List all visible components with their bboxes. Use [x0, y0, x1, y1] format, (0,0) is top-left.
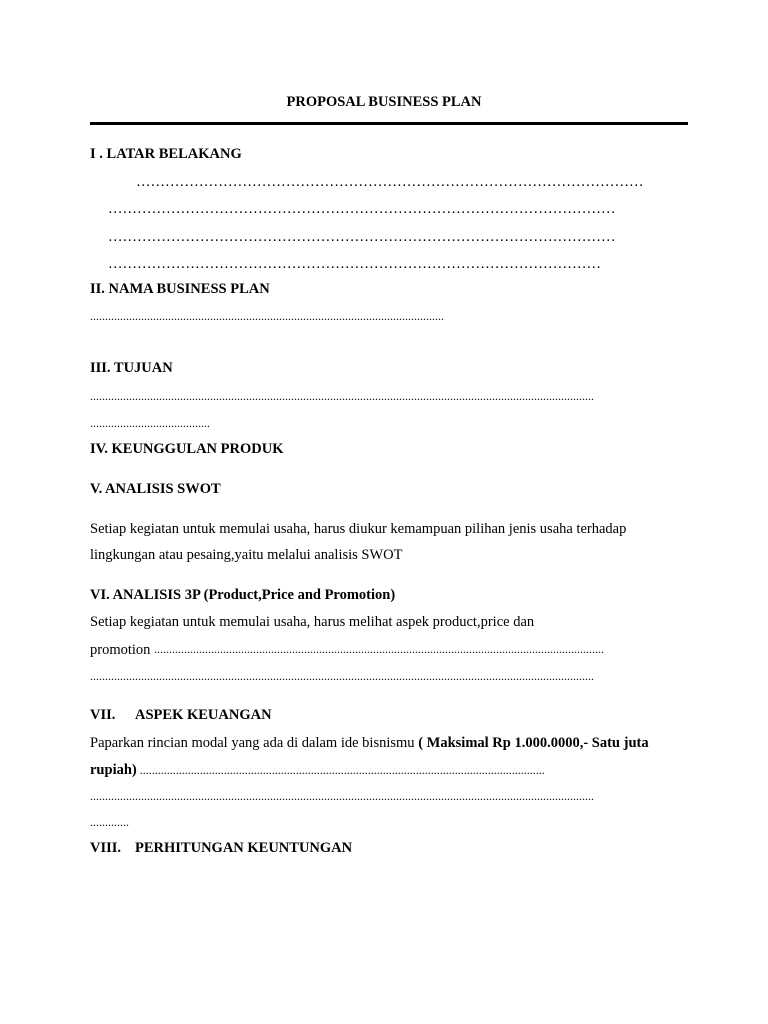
- body-text-bold: rupiah): [90, 762, 137, 778]
- section-heading-nama-business-plan: II. NAMA BUSINESS PLAN: [90, 281, 270, 297]
- dotted-line: ……………………………………………………………………………………………: [136, 174, 644, 190]
- section-heading-keunggulan-produk: IV. KEUNGGULAN PRODUK: [90, 441, 284, 457]
- body-text: Setiap kegiatan untuk memulai usaha, harus diukur kemampuan pilihan jenis usaha terhadap: [90, 521, 627, 537]
- dotted-line: ……………………………………………………………………………………………: [108, 201, 616, 217]
- dotted-line: .............: [90, 815, 129, 829]
- section-heading-analisis-swot: V. ANALISIS SWOT: [90, 481, 221, 497]
- section-heading-tujuan: III. TUJUAN: [90, 360, 173, 376]
- section-heading-text: PERHITUNGAN KEUNTUNGAN: [135, 840, 353, 856]
- dotted-line: ........................................................................................................................................................................: [90, 669, 594, 683]
- section-heading-latar-belakang: I . LATAR BELAKANG: [90, 146, 242, 162]
- body-text: promotion: [90, 642, 151, 658]
- dotted-line: …………………………………………………………………………………………: [108, 256, 601, 272]
- dotted-line: ........................................................................................................................................................................: [90, 789, 594, 803]
- section-number: VIII.: [90, 840, 122, 856]
- section-heading-analisis-3p: VI. ANALISIS 3P (Product,Price and Promotion): [90, 587, 396, 603]
- section-number: VII.: [90, 707, 116, 723]
- section-heading-text: ASPEK KEUANGAN: [135, 707, 272, 723]
- dotted-line: ........................................................................................................................................................................: [90, 389, 594, 403]
- body-text-line: [90, 735, 649, 752]
- dotted-line: ......................................................................................................................................................: [154, 642, 604, 656]
- title-divider: [90, 122, 688, 125]
- body-text-bold: ( Maksimal Rp 1.000.0000,- Satu juta: [418, 735, 649, 751]
- body-text-line: [90, 762, 678, 779]
- dotted-line: ......................................................................................................................: [90, 309, 444, 323]
- section-heading-perhitungan-keuntungan: [90, 840, 352, 857]
- document-title: PROPOSAL BUSINESS PLAN: [286, 94, 482, 110]
- section-heading-aspek-keuangan: [90, 707, 272, 724]
- body-text: Setiap kegiatan untuk memulai usaha, harus melihat aspek product,price dan: [90, 614, 535, 630]
- dotted-line: .......................................................................................................................................: [136, 763, 545, 777]
- dotted-line: ……………………………………………………………………………………………: [108, 229, 616, 245]
- body-text: lingkungan atau pesaing,yaitu melalui analisis SWOT: [90, 547, 403, 563]
- body-text: Paparkan rincian modal yang ada di dalam ide bisnismu: [90, 735, 419, 751]
- dotted-line: ........................................: [90, 416, 210, 430]
